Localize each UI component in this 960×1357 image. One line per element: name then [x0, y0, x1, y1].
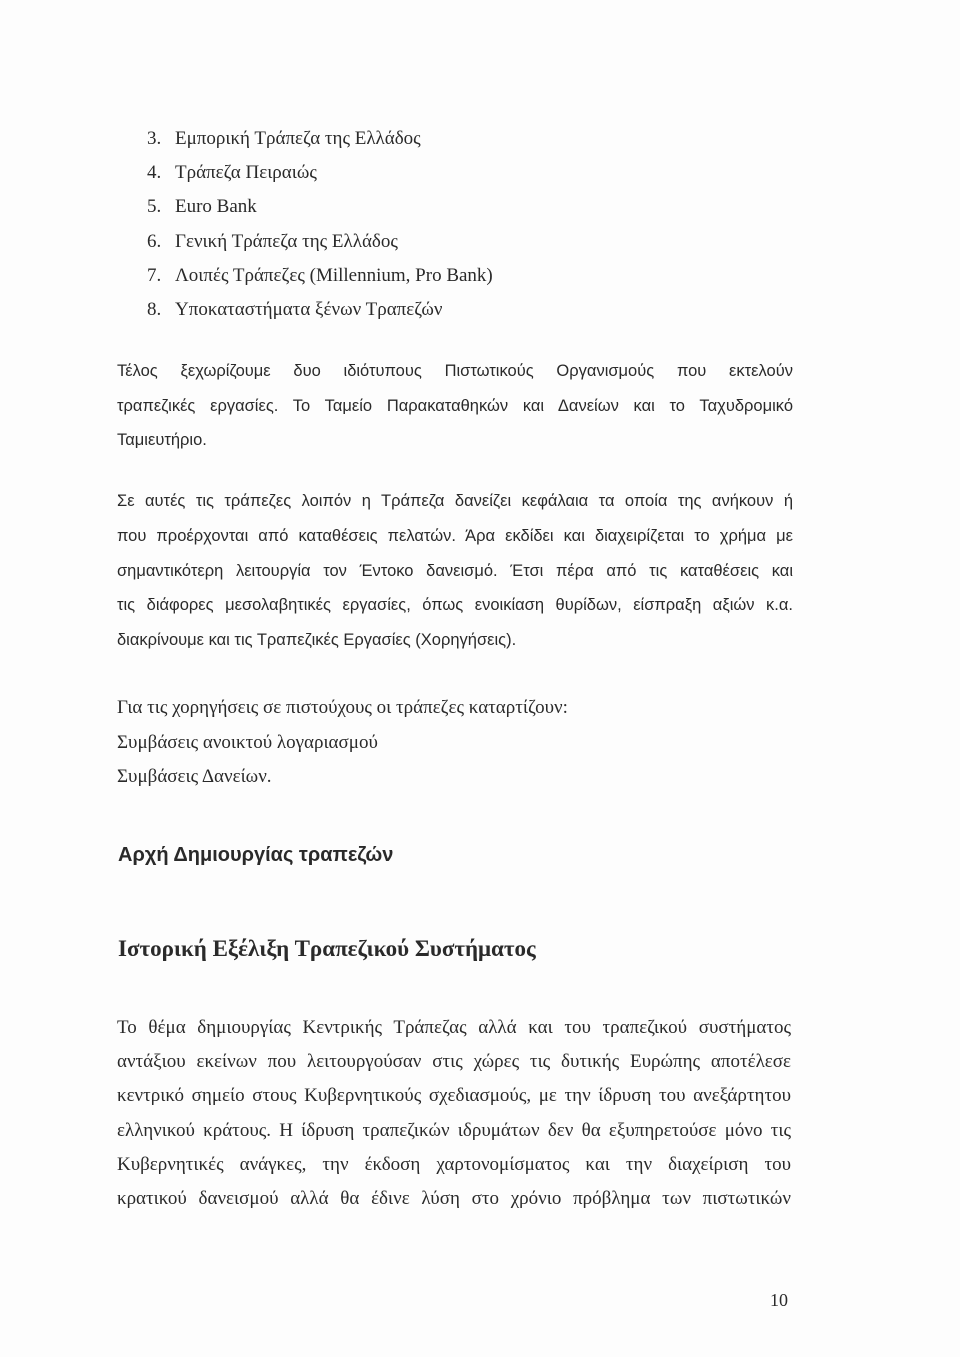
paragraph-line: Κυβερνητικές ανάγκες, την έκδοση χαρτονομίσματος και την διαχείριση του [117, 1153, 791, 1175]
paragraph-line: κρατικού δανεισμού αλλά θα έδινε λύση στο χρόνιο πρόβλημα των πιστωτικών [117, 1187, 791, 1209]
list-item-text: Λοιπές Τράπεζες (Millennium, Pro Bank) [175, 264, 493, 286]
subsection-heading: Ιστορική Εξέλιξη Τραπεζικού Συστήματος [118, 936, 536, 961]
paragraph-line: Ταμιευτήριο. [117, 431, 207, 449]
list-item-number: 3. [147, 128, 162, 149]
paragraph-line: Συμβάσεις Δανείων. [117, 766, 272, 787]
paragraph-line: ελληνικού κράτους. Η ίδρυση τραπεζικών ιδρυμάτων δεν θα εξυπηρετούσε μόνο τις [117, 1119, 791, 1141]
paragraph-line: κεντρικό σημείο στους Κυβερνητικούς σχεδιασμούς, με την ίδρυση του ανεξάρτητου [117, 1085, 791, 1107]
paragraph-line: αντάξιου εκείνων που λειτουργούσαν στις χώρες τις δυτικής Ευρώπης αποτέλεσε [117, 1051, 791, 1073]
paragraph-line: Σε αυτές τις τράπεζες λοιπόν η Τράπεζα δανείζει κεφάλαια τα οποία της ανήκουν ή [117, 492, 793, 510]
list-item [147, 227, 493, 261]
list-item [147, 124, 493, 158]
banks-paragraph [117, 484, 793, 658]
list-item [147, 295, 493, 329]
history-paragraph [117, 1011, 791, 1216]
paragraph-line: τραπεζικές εργασίες. Το Ταμείο Παρακαταθηκών και Δανείων και το Ταχυδρομικό [117, 396, 793, 415]
paragraph-line: Συμβάσεις ανοικτού λογαριασμού [117, 731, 378, 753]
paragraph-line: τις διάφορες μεσολαβητικές εργασίες, όπως ενοικίαση θυρίδων, είσπραξη αξιών κ.α. [117, 596, 793, 615]
list-item-text: Euro Bank [175, 196, 257, 218]
list-item [147, 158, 493, 192]
credit-paragraph [117, 691, 793, 795]
list-item-text: Τράπεζα Πειραιώς [175, 162, 317, 184]
list-item-number: 5. [147, 196, 162, 218]
list-item-text: Εμπορική Τράπεζα της Ελλάδος [175, 128, 421, 149]
paragraph-line: που προέρχονται από καταθέσεις πελατών. Άρα εκδίδει και διαχειρίζεται το χρήμα με [117, 526, 793, 545]
paragraph-line: Τέλος ξεχωρίζουμε δυο ιδιότυπους Πιστωτικούς Οργανισμούς που εκτελούν [117, 362, 793, 380]
paragraph-line: Το θέμα δημιουργίας Κεντρικής Τράπεζας αλλά και του τραπεζικού συστήματος [117, 1017, 791, 1038]
list-item-number: 4. [147, 162, 162, 184]
list-item-number: 8. [147, 298, 162, 320]
page-number: 10 [770, 1290, 788, 1310]
paragraph-line: σημαντικότερη λειτουργία τον Έντοκο δανεισμό. Έτσι πέρα από τις καταθέσεις και [117, 561, 793, 580]
intro-paragraph [117, 354, 793, 458]
section-heading: Αρχή Δημιουργίας τραπεζών [118, 844, 394, 866]
bank-list [147, 124, 493, 329]
list-item [147, 261, 493, 295]
list-item-text: Γενική Τράπεζα της Ελλάδος [175, 230, 398, 252]
list-item-number: 6. [147, 230, 162, 252]
list-item-text: Υποκαταστήματα ξένων Τραπεζών [175, 298, 443, 320]
paragraph-line: Για τις χορηγήσεις σε πιστούχους οι τράπεζες καταρτίζουν: [117, 697, 568, 718]
list-item-number: 7. [147, 264, 162, 286]
paragraph-line: διακρίνουμε και τις Τραπεζικές Εργασίες (Χορηγήσεις). [117, 631, 517, 650]
list-item [147, 192, 493, 226]
